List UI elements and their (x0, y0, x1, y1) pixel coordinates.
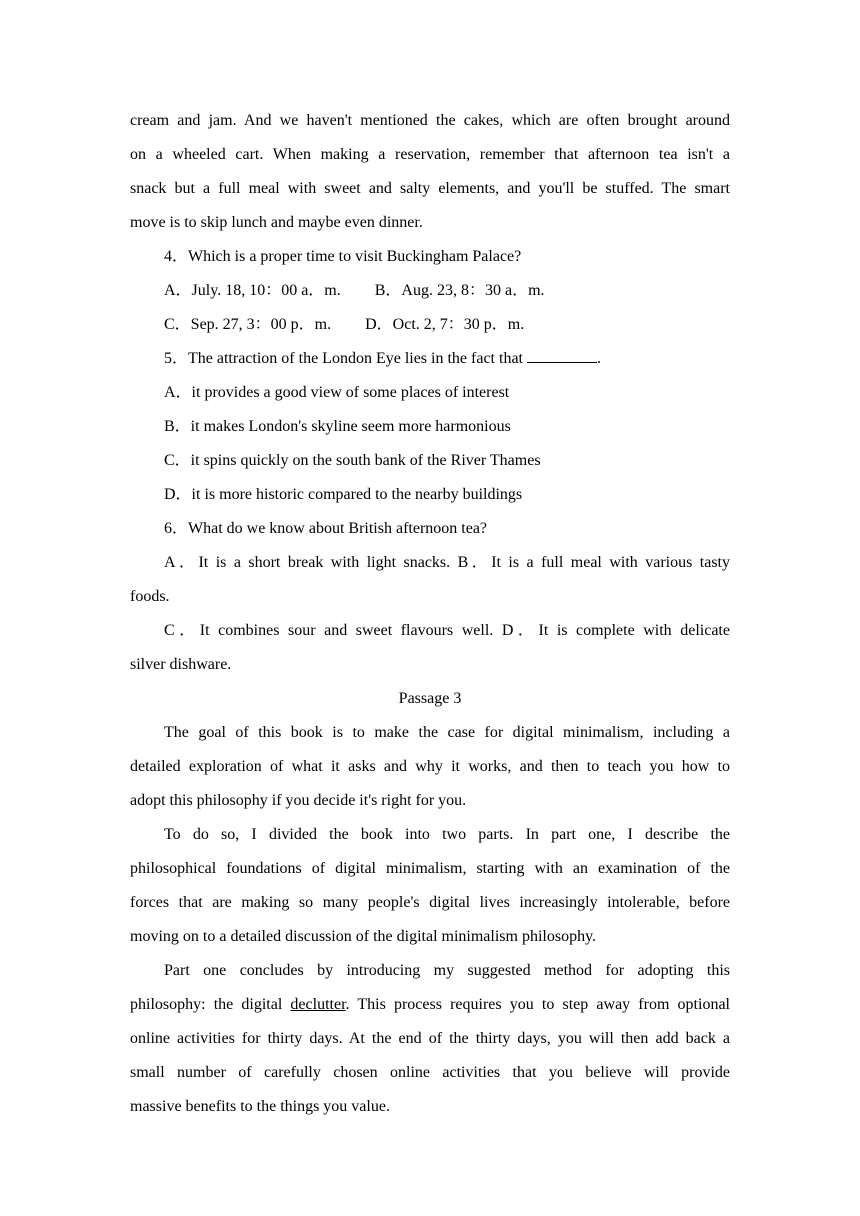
option-a: A．It is a short break with light snacks. (164, 554, 451, 571)
option-b: B．it makes London's skyline seem more harmonious (164, 418, 511, 435)
option-c: C．Sep. 27, 3：00 p．m. (164, 316, 332, 333)
option-a: A．July. 18, 10：00 a．m. (164, 282, 341, 299)
option-d-continued: silver dishware. (130, 656, 232, 673)
text-line: on a wheeled cart. When making a reservation, remember that afternoon tea isn't a (130, 146, 730, 163)
option-d: D．Oct. 2, 7：30 p．m. (365, 316, 525, 333)
option-a: A．it provides a good view of some places of interest (164, 384, 510, 401)
question-stem: 6．What do we know about British afternoon tea? (164, 520, 488, 537)
document-page (130, 104, 730, 1124)
passage-title: Passage 3 (398, 690, 462, 707)
option-d: D．It is complete with delicate (501, 622, 730, 639)
text-line: Part one concludes by introducing my suggested method for adopting this (164, 962, 730, 979)
option-row (130, 614, 730, 648)
question-4 (130, 240, 730, 342)
text-line: adopt this philosophy if you decide it's right for you. (130, 792, 467, 809)
passage3-paragraph-2 (130, 818, 730, 954)
text-line: small number of carefully chosen online activities that you believe will provide (130, 1064, 730, 1081)
text-line: moving on to a detailed discussion of the digital minimalism philosophy. (130, 928, 597, 945)
text-line: detailed exploration of what it asks and why it works, and then to teach you how to (130, 758, 730, 775)
text-line: massive benefits to the things you value. (130, 1098, 390, 1115)
option-row (130, 274, 730, 308)
question-5 (130, 342, 730, 512)
option-d: D．it is more historic compared to the nearby buildings (164, 486, 523, 503)
text-line: snack but a full meal with sweet and salty elements, and you'll be stuffed. The smart (130, 180, 730, 197)
option-c: C．it spins quickly on the south bank of the River Thames (164, 452, 541, 469)
text-line: forces that are making so many people's digital lives increasingly intolerable, before (130, 894, 730, 911)
question-stem: 4．Which is a proper time to visit Buckingham Palace? (164, 248, 522, 265)
option-b: B．It is a full meal with various tasty (457, 554, 730, 571)
text-line: cream and jam. And we haven't mentioned the cakes, which are often brought around (130, 112, 730, 129)
text-line: philosophical foundations of digital minimalism, starting with an examination of the (130, 860, 730, 877)
text-line (130, 988, 730, 1022)
underlined-word: declutter (290, 996, 346, 1013)
passage2-tail (130, 104, 730, 240)
text-line: move is to skip lunch and maybe even dinner. (130, 214, 423, 231)
answer-blank (527, 348, 597, 363)
text-line: The goal of this book is to make the case for digital minimalism, including a (164, 724, 730, 741)
option-row (130, 546, 730, 580)
question-stem-end: . (597, 350, 601, 367)
option-b-continued: foods. (130, 588, 170, 605)
passage3-paragraph-1 (130, 716, 730, 818)
question-6 (130, 512, 730, 682)
option-row (130, 308, 730, 342)
text-segment: . This process requires you to step away from optional (345, 996, 730, 1013)
text-segment: philosophy: the digital (130, 996, 291, 1013)
question-stem-text: 5．The attraction of the London Eye lies in the fact that (164, 350, 523, 367)
passage3-paragraph-3 (130, 954, 730, 1124)
option-b: B．Aug. 23, 8：30 a．m. (374, 282, 545, 299)
question-stem (130, 342, 730, 376)
text-line: online activities for thirty days. At the end of the thirty days, you will then add back a (130, 1030, 730, 1047)
text-line: To do so, I divided the book into two parts. In part one, I describe the (164, 826, 730, 843)
option-c: C．It combines sour and sweet flavours well. (164, 622, 494, 639)
